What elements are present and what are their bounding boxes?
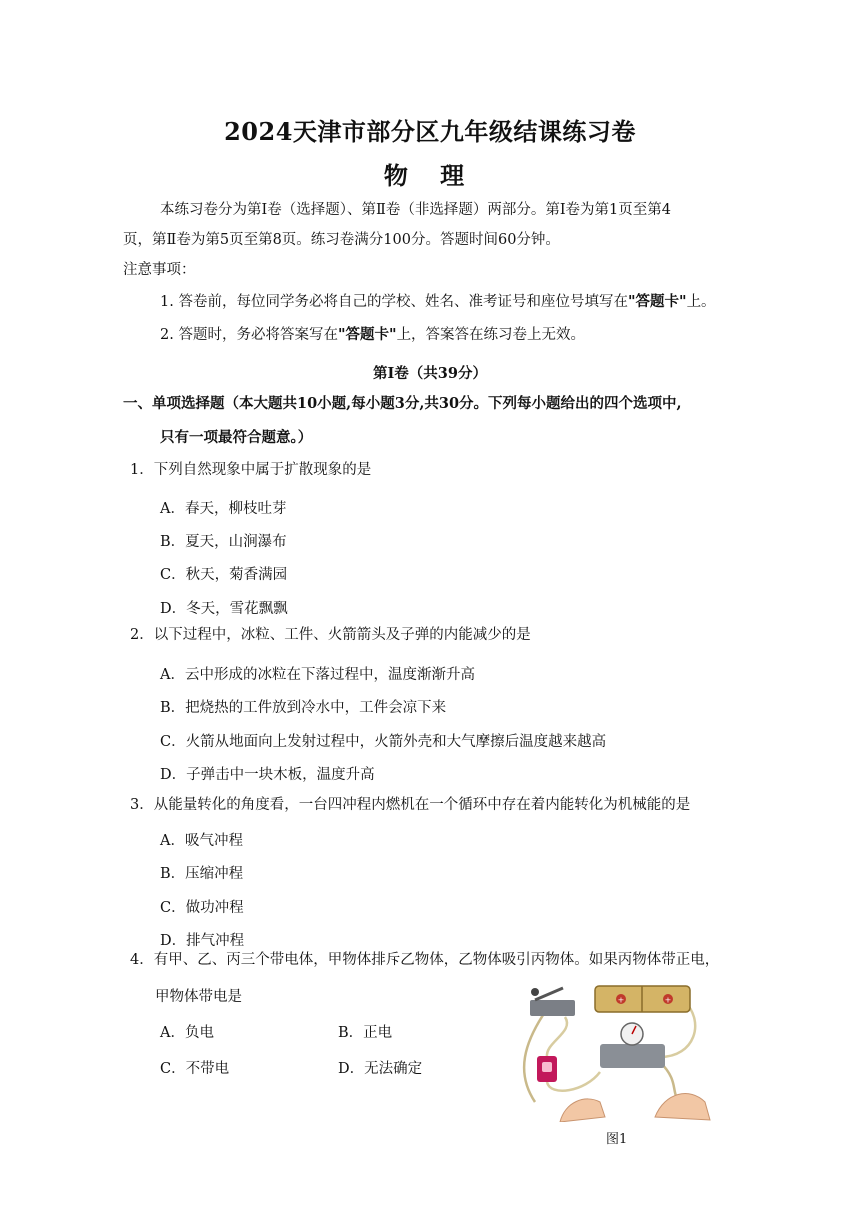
intro-line-2: 页，第Ⅱ卷为第5页至第8页。练习卷满分100分。答题时间60分钟。: [123, 232, 560, 248]
question-2-stem: 2．以下过程中，冰粒、工件、火箭箭头及子弹的内能减少的是: [130, 627, 531, 643]
question-1-stem: 1．下列自然现象中属于扩散现象的是: [130, 462, 372, 478]
q2-option-a: A．云中形成的冰粒在下落过程中，温度渐渐升高: [160, 667, 475, 683]
q1-option-b: B．夏天，山涧瀑布: [160, 534, 287, 550]
section-heading: 第Ⅰ卷（共39分）: [373, 365, 487, 382]
figure-caption: 图1: [606, 1132, 628, 1147]
switch-lever: [535, 988, 563, 1000]
q1-option-a: A．春天，柳枝吐芽: [160, 501, 287, 517]
switch-base: [530, 1000, 575, 1016]
battery-plus-2: +: [664, 995, 672, 1005]
notice-1-answer-card: "答题卡": [627, 293, 687, 310]
part-instructions-2: 只有一项最符合题意。）: [160, 429, 313, 446]
q2-option-d: D．子弹击中一块木板，温度升高: [160, 767, 375, 783]
question-3-stem: 3．从能量转化的角度看，一台四冲程内燃机在一个循环中存在着内能转化为机械能的是: [130, 797, 691, 813]
part-instructions-1: 一、单项选择题（本大题共10小题,每小题3分,共30分。下列每小题给出的四个选项中,: [123, 395, 682, 412]
notice-1-text: 1. 答卷前，每位同学务必将自己的学校、姓名、准考证号和座位号填写在: [160, 294, 628, 310]
q3-option-b: B．压缩冲程: [160, 866, 244, 882]
switch-knob: [531, 988, 539, 996]
notice-1-suffix: 上。: [686, 294, 716, 310]
notice-2: [160, 325, 585, 345]
q3-option-a: A．吸气冲程: [160, 833, 243, 849]
question-4-stem-2: 甲物体带电是: [155, 989, 242, 1005]
wire-switch-bulb: [547, 1017, 567, 1057]
question-4-stem-1: 4．有甲、乙、丙三个带电体，甲物体排斥乙物体，乙物体吸引丙物体。如果丙物体带正电，: [130, 952, 720, 968]
notice-1: [160, 292, 716, 312]
bulb: [542, 1062, 552, 1072]
left-hand: [560, 1099, 605, 1122]
notice-2-suffix: 上，答案答在练习卷上无效。: [396, 327, 586, 343]
q3-option-c: C．做功冲程: [160, 900, 244, 916]
q2-option-b: B．把烧热的工件放到冷水中，工件会凉下来: [160, 700, 447, 716]
notice-label: 注意事项：: [123, 262, 196, 278]
notice-2-answer-card: "答题卡": [337, 326, 397, 343]
page-title: 2024天津市部分区九年级结课练习卷: [224, 117, 636, 146]
meter-base: [600, 1044, 665, 1068]
q4-option-a: A．负电: [160, 1025, 214, 1041]
q4-option-d: D．无法确定: [338, 1061, 423, 1077]
notice-2-text: 2. 答题时，务必将答案写在: [160, 327, 338, 343]
q4-option-c: C．不带电: [160, 1061, 230, 1077]
q4-option-b: B．正电: [338, 1025, 393, 1041]
q2-option-c: C．火箭从地面向上发射过程中，火箭外壳和大气摩擦后温度越来越高: [160, 734, 607, 750]
q1-option-d: D．冬天，雪花飘飘: [160, 601, 288, 617]
q3-option-d: D．排气冲程: [160, 933, 245, 949]
q1-option-c: C．秋天，菊香满园: [160, 567, 288, 583]
circuit-figure: [505, 982, 720, 1122]
right-hand: [655, 1094, 710, 1120]
subject-title: 物 理: [383, 161, 477, 190]
battery-plus-1: +: [617, 995, 625, 1005]
intro-line-1: 本练习卷分为第Ⅰ卷（选择题）、第Ⅱ卷（非选择题）两部分。第Ⅰ卷为第1页至第4: [160, 202, 672, 218]
